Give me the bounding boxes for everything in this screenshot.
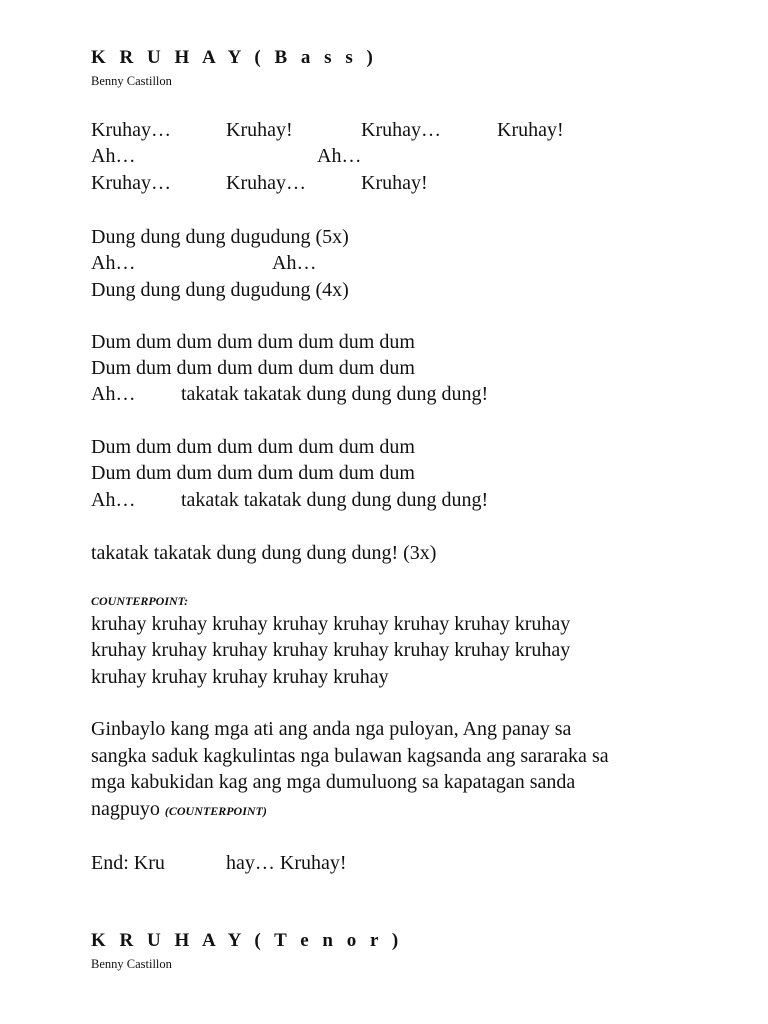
lyric-line: kruhay kruhay kruhay kruhay kruhay [91,666,389,688]
lyric-word: hay… Kruhay! [226,852,347,874]
lyric-word: Ah… [317,145,362,167]
lyric-word: Kruhay! [497,119,564,141]
lyric-word: Ah… [272,252,317,274]
lyric-line: Dung dung dung dugudung (4x) [91,279,349,301]
lyric-line [91,796,267,824]
bass-author: Benny Castillon [91,74,172,88]
lyric-word: Kruhay… [91,172,171,194]
counterpoint-label: COUNTERPOINT: [91,594,189,608]
lyric-word: End: Kru [91,852,165,874]
lyric-word: nagpuyo [91,798,160,820]
lyric-line: Dum dum dum dum dum dum dum dum [91,462,415,484]
lyric-line: Dum dum dum dum dum dum dum dum [91,436,415,458]
tenor-title: K R U H A Y ( T e n o r ) [91,930,403,951]
tenor-author: Benny Castillon [91,957,172,971]
counterpoint-note: (COUNTERPOINT) [164,804,267,818]
lyric-line: takatak takatak dung dung dung dung! (3x) [91,542,437,564]
lyric-line: Ginbaylo kang mga ati ang anda nga puloyan, Ang panay sa [91,718,572,740]
lyric-word: Kruhay! [361,172,428,194]
lyric-word: Ah… [91,383,136,405]
lyric-word: Ah… [91,252,136,274]
lyric-line: kruhay kruhay kruhay kruhay kruhay kruhay kruhay kruhay [91,639,571,661]
lyric-word: Kruhay… [226,172,306,194]
lyric-line: Dung dung dung dugudung (5x) [91,226,349,248]
lyric-word: Ah… [91,145,136,167]
lyric-word: Kruhay! [226,119,293,141]
lyric-line: kruhay kruhay kruhay kruhay kruhay kruhay kruhay kruhay [91,613,571,635]
lyric-word: takatak takatak dung dung dung dung! [181,489,489,511]
lyric-word: Kruhay… [361,119,441,141]
bass-title: K R U H A Y ( B a s s ) [91,47,378,68]
lyric-line: mga kabukidan kag ang mga dumuluong sa kapatagan sanda [91,771,576,793]
lyric-line: sangka saduk kagkulintas nga bulawan kagsanda ang sararaka sa [91,745,609,767]
lyric-word: takatak takatak dung dung dung dung! [181,383,489,405]
lyric-word: Ah… [91,489,136,511]
lyric-word: Kruhay… [91,119,171,141]
lyric-line: Dum dum dum dum dum dum dum dum [91,357,415,379]
lyric-line: Dum dum dum dum dum dum dum dum [91,331,415,353]
